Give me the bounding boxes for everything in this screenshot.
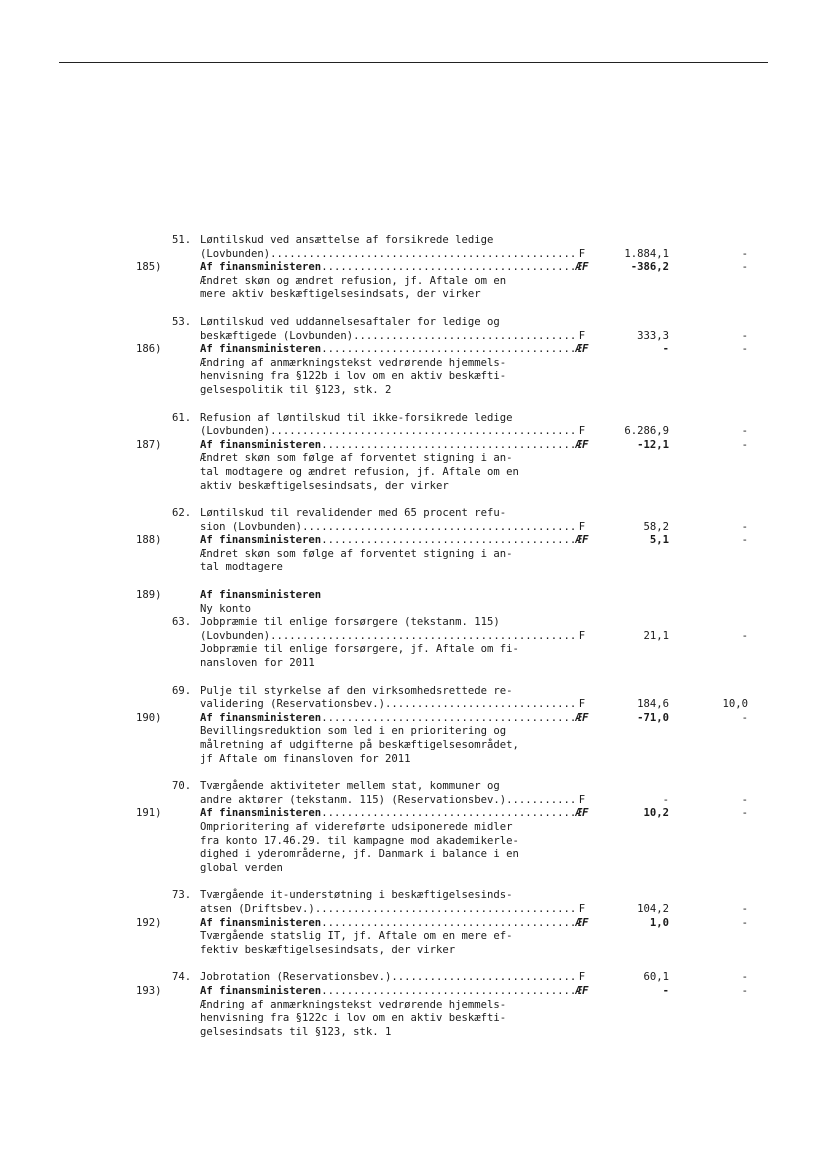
leader-dots (391, 971, 588, 985)
note-line (0, 930, 827, 944)
account-entry (0, 234, 827, 302)
item-code: F (575, 330, 589, 344)
item-leader (200, 630, 588, 644)
minister-label: Af finansministeren (200, 534, 322, 547)
account-title-line (0, 780, 827, 794)
change-amount: - (662, 984, 669, 997)
change-code: ÆF (575, 343, 589, 356)
item-amount: 6.286,9 (624, 425, 669, 438)
minister-leader (200, 712, 588, 726)
leader-dots (321, 343, 588, 357)
item-leader (200, 903, 588, 917)
account-entry (0, 780, 827, 875)
reference-number: 185) (136, 261, 162, 274)
note-line (0, 1012, 827, 1026)
leader-dots (321, 712, 588, 726)
change-amount-2: - (741, 916, 748, 929)
note-line (0, 725, 827, 739)
leader-dots (321, 534, 588, 548)
item-label: (Lovbunden) (200, 247, 271, 260)
leader-dots (385, 698, 588, 712)
change-amount: -12,1 (637, 438, 669, 451)
note-line (0, 480, 827, 494)
note-text: Ændring af anmærkningstekst vedrørende hjemmels- (200, 998, 507, 1011)
change-amount: 10,2 (643, 807, 669, 820)
minister-leader (200, 343, 588, 357)
appropriation-list (0, 234, 827, 1053)
item-leader (200, 330, 588, 344)
minister-label: Af finansministeren (200, 807, 322, 820)
note-line (0, 275, 827, 289)
note-text: gelsesindsats til §123, stk. 1 (200, 1025, 392, 1038)
account-amount-line (0, 630, 827, 644)
leader-dots (321, 917, 588, 931)
note-line (0, 848, 827, 862)
account-title: Løntilskud ved uddannelsesaftaler for ledige og (200, 315, 500, 328)
note-line (0, 384, 827, 398)
item-leader (200, 794, 588, 808)
note-text: henvisning fra §122b i lov om en aktiv beskæfti- (200, 370, 507, 383)
account-number: 73. (172, 889, 192, 902)
item-label: (Lovbunden) (200, 629, 271, 642)
note-line (0, 1026, 827, 1040)
note-text: Jobpræmie til enlige forsørgere, jf. Aftale om fi- (200, 643, 519, 656)
item-label: validering (Reservationsbev.) (200, 698, 385, 711)
note-text: Ny konto (200, 602, 252, 615)
account-amount-line (0, 903, 827, 917)
minister-label: Af finansministeren (200, 711, 322, 724)
item-code: F (575, 248, 589, 262)
minister-leader (200, 261, 588, 275)
item-label: atsen (Driftsbev.) (200, 902, 315, 915)
note-text: målretning af udgifterne på beskæftigelsesområdet, (200, 739, 519, 751)
note-line (0, 288, 827, 302)
account-entry (0, 316, 827, 398)
item-amount: 1.884,1 (624, 247, 669, 260)
account-number: 63. (172, 616, 192, 629)
item-amount: 333,3 (637, 329, 669, 342)
account-title: Tværgående it-understøtning i beskæftigelsesinds- (200, 889, 513, 902)
change-code: ÆF (575, 807, 589, 820)
minister-change-line (0, 343, 827, 357)
item-leader (200, 698, 588, 712)
note-line (0, 862, 827, 876)
note-text: henvisning fra §122c i lov om en aktiv beskæfti- (200, 1012, 507, 1025)
item-amount: 60,1 (643, 971, 669, 984)
note-text: gelsespolitik til §123, stk. 2 (200, 383, 392, 396)
item-amount-2: - (741, 247, 748, 260)
note-text: jf Aftale om finansloven for 2011 (200, 752, 411, 765)
item-leader (200, 425, 588, 439)
item-code: F (575, 971, 589, 985)
account-title-line (0, 234, 827, 248)
item-amount: 58,2 (643, 520, 669, 533)
account-amount-line (0, 971, 827, 985)
header-rule (59, 62, 768, 63)
item-amount: 184,6 (637, 698, 669, 711)
note-line (0, 466, 827, 480)
item-code: F (575, 521, 589, 535)
note-line (0, 370, 827, 384)
account-entry (0, 889, 827, 957)
leader-dots (270, 248, 588, 262)
account-title-line (0, 507, 827, 521)
minister-change-line (0, 807, 827, 821)
account-entry (0, 971, 827, 1039)
item-code: F (575, 794, 589, 808)
note-text: mere aktiv beskæftigelsesindsats, der virker (200, 288, 481, 301)
minister-label: Af finansministeren (200, 984, 322, 997)
note-line (0, 603, 827, 617)
account-entry (0, 685, 827, 767)
account-amount-line (0, 521, 827, 535)
note-text: Ændret skøn som følge af forventet stigning i an- (200, 452, 513, 465)
item-code: F (575, 698, 589, 712)
account-title: Refusion af løntilskud til ikke-forsikrede ledige (200, 411, 513, 424)
item-amount-2: - (741, 902, 748, 915)
change-amount: -71,0 (637, 711, 669, 724)
account-entry (0, 589, 827, 671)
account-title: Tværgående aktiviteter mellem stat, kommuner og (200, 780, 500, 793)
reference-number: 193) (136, 984, 162, 997)
account-number: 74. (172, 971, 192, 984)
change-code: ÆF (575, 984, 589, 997)
note-line (0, 452, 827, 466)
item-amount-2: - (741, 971, 748, 984)
item-code: F (575, 903, 589, 917)
note-text: fra konto 17.46.29. til kampagne mod akademikerle- (200, 834, 519, 847)
note-text: global verden (200, 861, 283, 874)
reference-number: 189) (136, 589, 162, 602)
item-code: F (575, 630, 589, 644)
leader-dots (315, 903, 588, 917)
note-line (0, 739, 827, 753)
account-amount-line (0, 698, 827, 712)
leader-dots (302, 521, 588, 535)
change-amount-2: - (741, 711, 748, 724)
leader-dots (321, 807, 588, 821)
account-number: 61. (172, 411, 192, 424)
note-line (0, 999, 827, 1013)
minister-change-line (0, 534, 827, 548)
item-label: (Lovbunden) (200, 425, 271, 438)
account-number: 53. (172, 315, 192, 328)
item-amount-2: - (741, 629, 748, 642)
reference-number: 186) (136, 343, 162, 356)
leader-dots (321, 261, 588, 275)
note-text: nansloven for 2011 (200, 657, 315, 670)
minister-line (0, 589, 827, 603)
item-label: Jobrotation (Reservationsbev.) (200, 971, 392, 984)
item-amount-2: 10,0 (722, 698, 748, 711)
change-amount-2: - (741, 807, 748, 820)
change-code: ÆF (575, 261, 589, 274)
change-amount-2: - (741, 438, 748, 451)
minister-change-line (0, 985, 827, 999)
leader-dots (270, 630, 588, 644)
account-entry (0, 507, 827, 575)
minister-leader (200, 917, 588, 931)
leader-dots (270, 425, 588, 439)
item-amount-2: - (741, 329, 748, 342)
account-amount-line (0, 248, 827, 262)
account-amount-line (0, 794, 827, 808)
note-text: Tværgående statslig IT, jf. Aftale om en mere ef- (200, 930, 513, 943)
account-title-line (0, 412, 827, 426)
change-code: ÆF (575, 711, 589, 724)
reference-number: 187) (136, 438, 162, 451)
change-amount: -386,2 (630, 261, 669, 274)
account-number: 69. (172, 684, 192, 697)
change-code: ÆF (575, 534, 589, 547)
item-leader (200, 521, 588, 535)
minister-change-line (0, 712, 827, 726)
account-number: 70. (172, 780, 192, 793)
note-text: aktiv beskæftigelsesindsats, der virker (200, 479, 449, 492)
minister-label: Af finansministeren (200, 261, 322, 274)
note-text: Ændret skøn og ændret refusion, jf. Aftale om en (200, 274, 507, 287)
account-entry (0, 412, 827, 494)
change-amount-2: - (741, 261, 748, 274)
item-leader (200, 248, 588, 262)
account-amount-line (0, 425, 827, 439)
item-amount: 104,2 (637, 902, 669, 915)
note-text: dighed i yderområderne, jf. Danmark i balance i en (200, 848, 519, 861)
minister-label: Af finansministeren (200, 438, 322, 451)
item-amount: 21,1 (643, 629, 669, 642)
account-title: Pulje til styrkelse af den virksomhedsrettede re- (200, 684, 513, 697)
account-title: Løntilskud til revalidender med 65 procent refu- (200, 507, 507, 520)
account-amount-line (0, 330, 827, 344)
change-amount: 5,1 (649, 534, 669, 547)
account-title-line (0, 685, 827, 699)
reference-number: 190) (136, 711, 162, 724)
change-amount: 1,0 (649, 916, 669, 929)
change-code: ÆF (575, 916, 589, 929)
item-amount: - (662, 793, 669, 806)
note-line (0, 561, 827, 575)
reference-number: 191) (136, 807, 162, 820)
minister-label: Af finansministeren (200, 589, 322, 602)
note-line (0, 643, 827, 657)
account-title-line (0, 889, 827, 903)
note-line (0, 548, 827, 562)
item-amount-2: - (741, 793, 748, 806)
note-text: Ændring af anmærkningstekst vedrørende hjemmels- (200, 356, 507, 369)
leader-dots (321, 985, 588, 999)
item-amount-2: - (741, 425, 748, 438)
change-amount-2: - (741, 343, 748, 356)
item-code: F (575, 425, 589, 439)
item-leader (200, 971, 588, 985)
minister-label: Af finansministeren (200, 343, 322, 356)
account-title: Løntilskud ved ansættelse af forsikrede ledige (200, 234, 494, 246)
item-label: beskæftigede (Lovbunden) (200, 329, 354, 342)
change-amount-2: - (741, 984, 748, 997)
leader-dots (321, 439, 588, 453)
account-number: 51. (172, 234, 192, 246)
note-text: Ændret skøn som følge af forventet stigning i an- (200, 547, 513, 560)
minister-change-line (0, 261, 827, 275)
minister-leader (200, 985, 588, 999)
note-line (0, 835, 827, 849)
item-label: andre aktører (tekstanm. 115) (Reservationsbev.) (200, 793, 507, 806)
note-line (0, 944, 827, 958)
account-number: 62. (172, 507, 192, 520)
change-amount-2: - (741, 534, 748, 547)
minister-change-line (0, 917, 827, 931)
note-text: Omprioritering af videreførte udsiponerede midler (200, 820, 513, 833)
note-text: tal modtagere og ændret refusion, jf. Aftale om en (200, 465, 519, 478)
note-line (0, 357, 827, 371)
reference-number: 188) (136, 534, 162, 547)
item-label: sion (Lovbunden) (200, 520, 303, 533)
note-text: fektiv beskæftigelsesindsats, der virker (200, 943, 456, 956)
minister-leader (200, 807, 588, 821)
note-line (0, 753, 827, 767)
note-text: Bevillingsreduktion som led i en prioritering og (200, 725, 507, 738)
change-code: ÆF (575, 438, 589, 451)
account-title-line (0, 316, 827, 330)
item-amount-2: - (741, 520, 748, 533)
minister-leader (200, 439, 588, 453)
leader-dots (353, 330, 588, 344)
minister-leader (200, 534, 588, 548)
reference-number: 192) (136, 916, 162, 929)
account-title-line (0, 616, 827, 630)
note-line (0, 821, 827, 835)
note-line (0, 657, 827, 671)
note-text: tal modtagere (200, 561, 283, 574)
minister-change-line (0, 439, 827, 453)
account-title: Jobpræmie til enlige forsørgere (tekstanm. 115) (200, 616, 500, 629)
minister-label: Af finansministeren (200, 916, 322, 929)
change-amount: - (662, 343, 669, 356)
